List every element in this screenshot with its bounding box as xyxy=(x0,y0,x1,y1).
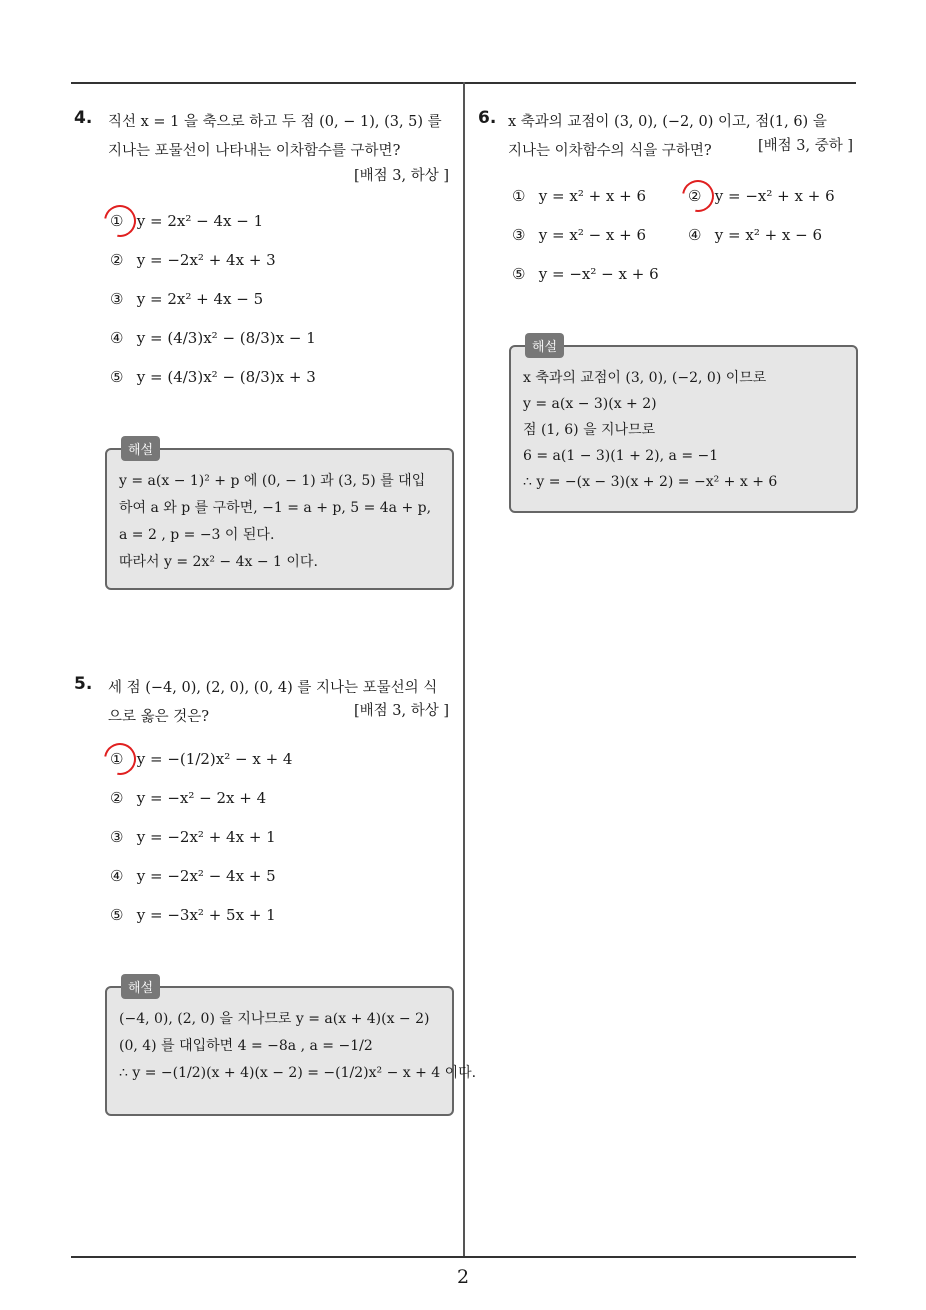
choice-expression: y = (4/3)x² − (8/3)x + 3 xyxy=(136,368,316,386)
choice-1[interactable] xyxy=(110,748,292,770)
problem-4 xyxy=(74,108,459,608)
problem-line: x 축과의 교점이 (3, 0), (−2, 0) 이고, 점(1, 6) 을 xyxy=(508,114,827,130)
choice-3[interactable] xyxy=(110,288,263,310)
choice-number: ⑤ xyxy=(110,906,124,924)
choice-2[interactable] xyxy=(688,185,835,207)
score-label: [배점 3, 하상 ] xyxy=(353,703,449,719)
choice-expression: y = 2x² − 4x − 1 xyxy=(136,212,264,230)
choice-number: ④ xyxy=(110,867,124,885)
choice-2[interactable] xyxy=(110,787,266,809)
choice-number: ③ xyxy=(512,226,526,244)
solution-line: ∴ y = −(x − 3)(x + 2) = −x² + x + 6 xyxy=(523,474,778,490)
answer-mark-icon xyxy=(98,737,143,782)
choice-4[interactable] xyxy=(110,327,316,349)
problem-line: 직선 x = 1 을 축으로 하고 두 점 (0, − 1), (3, 5) 를 xyxy=(108,114,442,130)
choice-3[interactable] xyxy=(512,224,646,246)
solution-line: 따라서 y = 2x² − 4x − 1 이다. xyxy=(119,554,318,570)
choice-expression: y = −2x² + 4x + 1 xyxy=(136,828,276,846)
choice-expression: y = −x² + x + 6 xyxy=(714,187,835,205)
choice-number: ① xyxy=(110,212,124,230)
solution-line: y = a(x − 3)(x + 2) xyxy=(523,396,657,412)
choice-expression: y = −3x² + 5x + 1 xyxy=(136,906,276,924)
choice-expression: y = x² + x − 6 xyxy=(714,226,823,244)
choice-expression: y = −2x² + 4x + 3 xyxy=(136,251,276,269)
choice-number: ② xyxy=(110,789,124,807)
solution-line: 점 (1, 6) 을 지나므로 xyxy=(523,422,656,438)
problem-line: 지나는 포물선이 나타내는 이차함수를 구하면? xyxy=(108,143,401,159)
choice-expression: y = x² + x + 6 xyxy=(538,187,647,205)
problem-line: 으로 옳은 것은? xyxy=(108,709,210,725)
choice-1[interactable] xyxy=(110,210,263,232)
choice-expression: y = 2x² + 4x − 5 xyxy=(136,290,264,308)
choice-1[interactable] xyxy=(512,185,646,207)
choice-expression: y = (4/3)x² − (8/3)x − 1 xyxy=(136,329,316,347)
problem-5 xyxy=(74,674,477,1124)
solution-line: 하여 a 와 p 를 구하면, −1 = a + p, 5 = 4a + p, xyxy=(119,500,432,516)
choice-number: ① xyxy=(512,187,526,205)
answer-mark-icon xyxy=(676,174,721,219)
choice-expression: y = −x² − x + 6 xyxy=(538,265,659,283)
solution-tag: 해설 xyxy=(121,974,160,999)
choice-expression: y = −x² − 2x + 4 xyxy=(136,789,267,807)
choice-number: ⑤ xyxy=(110,368,124,386)
choice-5[interactable] xyxy=(512,263,659,285)
solution-line: y = a(x − 1)² + p 에 (0, − 1) 과 (3, 5) 를 대입 xyxy=(119,473,426,489)
choice-5[interactable] xyxy=(110,904,276,926)
solution-line: a = 2 , p = −3 이 된다. xyxy=(119,527,275,543)
choice-expression: y = x² − x + 6 xyxy=(538,226,647,244)
solution-line: 6 = a(1 − 3)(1 + 2), a = −1 xyxy=(523,448,719,464)
solution-box xyxy=(105,443,454,590)
problem-number: 6. xyxy=(478,108,497,128)
solution-line: (−4, 0), (2, 0) 을 지나므로 y = a(x + 4)(x − 2) xyxy=(119,1011,430,1027)
solution-box xyxy=(105,981,477,1116)
solution-line: x 축과의 교점이 (3, 0), (−2, 0) 이므로 xyxy=(523,370,767,386)
solution-box xyxy=(509,340,858,513)
score-label: [배점 3, 중하 ] xyxy=(757,138,853,154)
solution-line: (0, 4) 를 대입하면 4 = −8a , a = −1/2 xyxy=(119,1038,373,1054)
solution-text xyxy=(119,1006,476,1087)
solution-text xyxy=(119,468,431,576)
problem-line: 세 점 (−4, 0), (2, 0), (0, 4) 를 지나는 포물선의 식 xyxy=(108,680,438,696)
solution-tag: 해설 xyxy=(121,436,160,461)
page-number: 2 xyxy=(456,1266,470,1288)
answer-mark-icon xyxy=(98,199,143,244)
solution-tag: 해설 xyxy=(525,333,564,358)
choice-5[interactable] xyxy=(110,366,316,388)
bottom-rule xyxy=(71,1256,856,1258)
solution-text xyxy=(523,365,777,495)
choice-2[interactable] xyxy=(110,249,276,271)
choice-expression: y = −(1/2)x² − x + 4 xyxy=(136,750,293,768)
choice-4[interactable] xyxy=(688,224,822,246)
choice-4[interactable] xyxy=(110,865,276,887)
choice-3[interactable] xyxy=(110,826,276,848)
choice-number: ⑤ xyxy=(512,265,526,283)
problem-6 xyxy=(478,108,863,528)
choice-number: ② xyxy=(110,251,124,269)
choice-number: ① xyxy=(110,750,124,768)
solution-line: ∴ y = −(1/2)(x + 4)(x − 2) = −(1/2)x² − x + 4 이다. xyxy=(119,1065,477,1081)
problem-line: 지나는 이차함수의 식을 구하면? xyxy=(508,143,712,159)
problem-number: 4. xyxy=(74,108,93,128)
score-label: [배점 3, 하상 ] xyxy=(353,168,449,184)
choice-number: ③ xyxy=(110,290,124,308)
choice-expression: y = −2x² − 4x + 5 xyxy=(136,867,276,885)
problem-text xyxy=(108,108,442,166)
choice-number: ④ xyxy=(688,226,702,244)
problem-number: 5. xyxy=(74,674,93,694)
choice-number: ③ xyxy=(110,828,124,846)
choice-number: ② xyxy=(688,187,702,205)
choice-number: ④ xyxy=(110,329,124,347)
